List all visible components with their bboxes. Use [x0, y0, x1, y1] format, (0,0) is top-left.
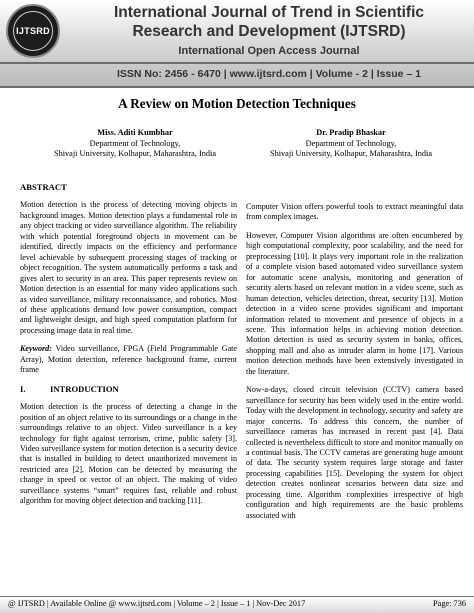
keywords-text: Video surveillance, FPGA (Field Programmable Gate Array), Motion detection, reference background frame, current frame [20, 344, 237, 375]
section-number: I. [20, 383, 26, 394]
author-affiliation: Shivaji University, Kolhapur, Maharashtra, India [53, 149, 217, 159]
author-department: Department of Technology, [89, 138, 181, 148]
right-paragraph-3: Now-a-days, closed circuit television (CCTV) camera based surveillance for security has been widely used in the entire world. Today with the development in technology, security and safety are major concerns. To address this concern, the number of surveillance cameras has increased in recent past [4]. Data collected is nevertheless difficult to store and monitor manually on a continual basis. The CCTV cameras are generating huge amount of data. The security system requires large storage and faster processing capabilities [15]. Developing the system for object detection creates nonlinear scenarios between data size and processing time. Algorithm complexities irrespective of high configuration and high requirements are the basic problems associated with [246, 385, 463, 520]
author-name: Dr. Pradip Bhaskar [316, 128, 386, 137]
header-divider [0, 62, 474, 64]
header-bottom-rule [0, 86, 474, 88]
right-paragraph-2: However, Computer Vision algorithms are often encumbered by high computational complexity, poor scalability, and the need for preprocessing [10]. It plays very important role in the realization of a complete vision based automated video surveillance system for automatic scene analysis, monitoring and generation of security alerts based on relevant motion in a video scene, such as human detection, vehicles detection, threat, security [13]. Motion detection in a video scene provides significant and important information related to movement and presence of objects in a scene. This information helps in achieving motion detection. Motion detection is used as security system in banks, offices, shopping mall and also as intruder alarm in home [17]. Various motion detection methods have been extensively investigated in the literature. [246, 230, 463, 376]
right-column [246, 202, 463, 529]
issn-line: ISSN No: 2456 - 6470 | www.ijtsrd.com | Volume - 2 | Issue – 1 [116, 68, 422, 80]
introduction-text: Motion detection is the process of detecting a change in the position of an object relative to its surroundings or a change in the surroundings relative to an object. Video surveillance is a key technology for fight against terrorism, crime, public safety [3]. Video surveillance system for motion detection is a security device that is installed in building to detect unauthorized movement in restricted area [2]. Motion can be detected by measuring the change in speed or vector of an object. The making of video surveillance systems “smart” requires fast, reliable and robust algorithm for moving object detection and tracking [11]. [20, 402, 237, 506]
footer-rule [0, 596, 474, 597]
left-column [20, 182, 237, 515]
keywords-paragraph [20, 344, 237, 375]
right-paragraph-1: Computer Vision offers powerful tools to extract meaningful data from complex images. [246, 202, 463, 222]
footer-citation: @ IJTSRD | Available Online @ www.ijtsrd.com | Volume – 2 | Issue – 1 | Nov-Dec 2017 [8, 599, 306, 608]
keywords-label: Keyword: [20, 344, 52, 354]
journal-title-line1: International Journal of Trend in Scientific [113, 4, 425, 21]
author-department: Department of Technology, [305, 138, 397, 148]
abstract-text: Motion detection is the process of detecting moving objects in background images. Motion detection plays a fundamental role in any object tracking or video surveillance algorithm. The reliability with which potential foreground objects in movement can be identified, directly impacts on the efficiency and performance level achievable by subsequent processing stages of tracking or object recognition. The system automatically performs a task and gives alert to security in an area. This paper represents review on Motion detection is an essential for many video applications such as video surveillance, military reconnaissance, and robotics. Most of these applications demand low power consumption, compact and lightweight design, and high speed computation platform for processing image data in real time. [20, 200, 237, 335]
journal-subtitle: International Open Access Journal [178, 45, 360, 57]
page-number: Page: 736 [433, 599, 466, 608]
author-block-2 [236, 128, 466, 160]
author-block-1 [20, 128, 250, 160]
journal-logo-icon [6, 4, 60, 58]
introduction-heading [20, 384, 237, 394]
author-affiliation: Shivaji University, Kolhapur, Maharashtra, India [269, 149, 433, 159]
paper-title: A Review on Motion Detection Techniques [118, 96, 356, 111]
section-title: INTRODUCTION [50, 383, 119, 394]
abstract-heading: ABSTRACT [20, 182, 67, 192]
logo-text: IJTSRD [16, 26, 50, 36]
journal-title-line2: Research and Development (IJTSRD) [132, 23, 406, 40]
author-name: Miss. Aditi Kumbhar [97, 128, 173, 137]
